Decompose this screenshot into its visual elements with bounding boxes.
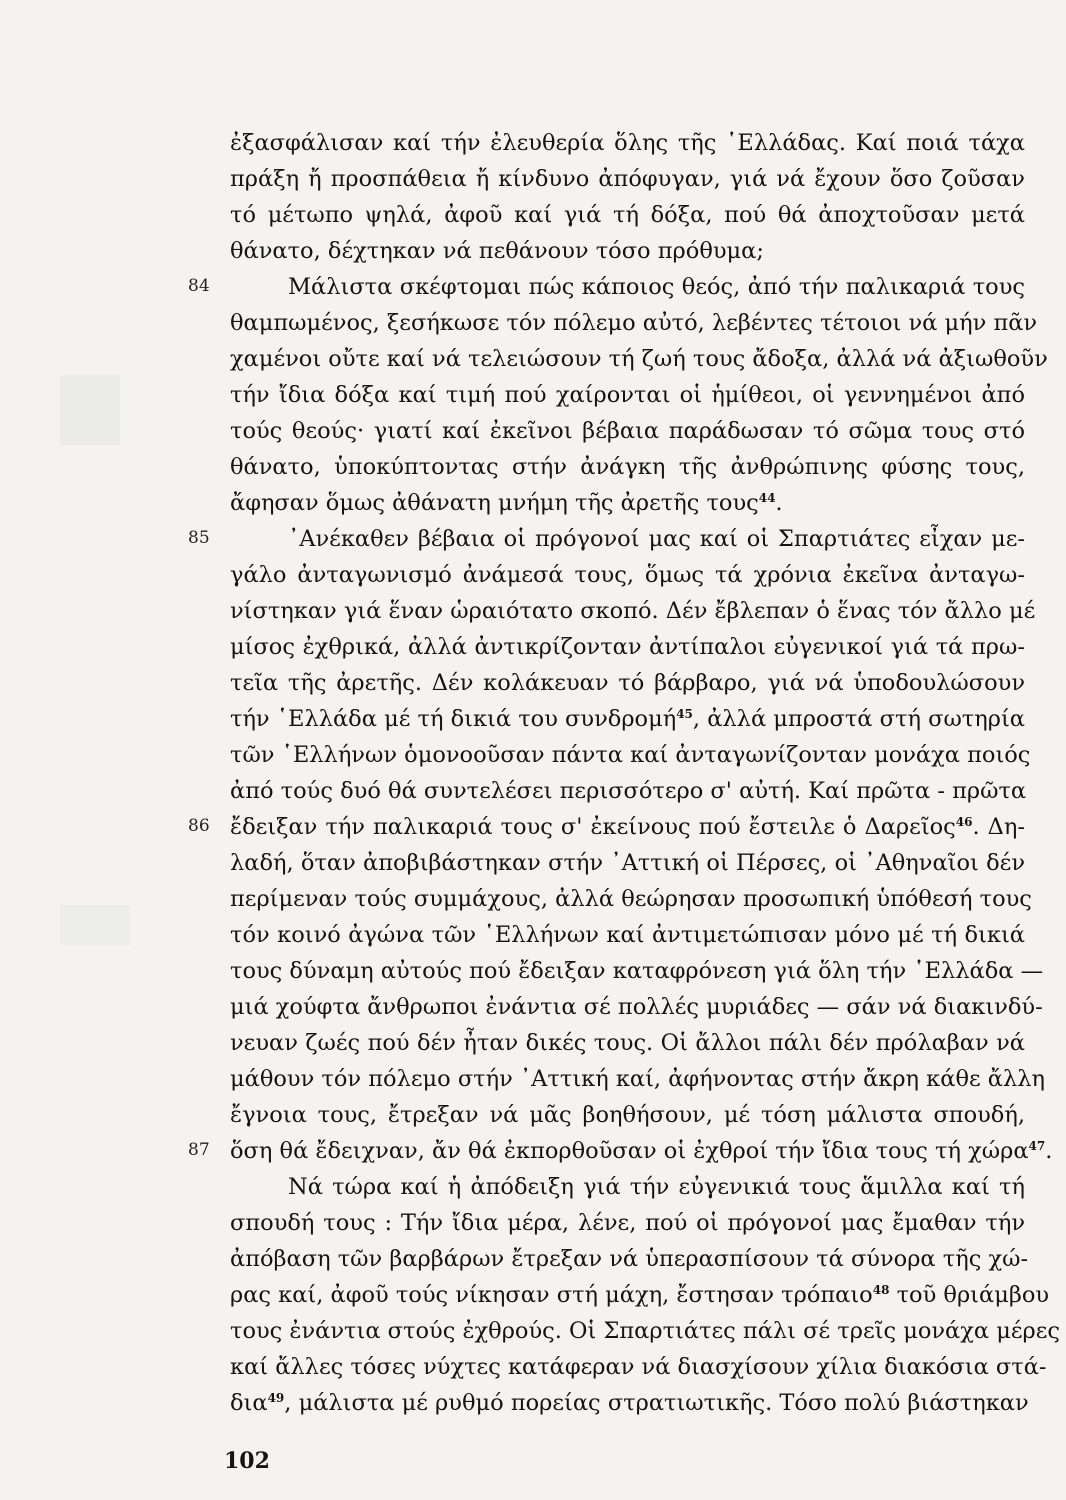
text-line: νευαν ζωές πού δέν ἦταν δικές τους. Οἱ ἄλλοι πάλι δέν πρόλαβαν νά [230,1030,1025,1056]
text-line: ἐξασφάλισαν καί τήν ἐλευθερία ὅλης τῆς ῾Ελλάδας. Καί ποιά τάχα [230,130,1025,156]
text-line: τό μέτωπο ψηλά, ἀφοῦ καί γιά τή δόξα, πού θά ἀποχτοῦσαν μετά [230,202,1025,228]
footnote-ref: 44 [758,491,776,505]
text-line: ἀπόβαση τῶν βαρβάρων ἔτρεξαν νά ὑπερασπίσουν τά σύνορα τῆς χώ- [230,1246,1029,1272]
text-line: νίστηκαν γιά ἕναν ὡραιότατο σκοπό. Δέν ἔβλεπαν ὁ ἕνας τόν ἄλλο μέ [230,598,1036,624]
margin-section-number: 84 [188,276,210,296]
footnote-ref: 45 [676,707,693,721]
text-line: θάνατο, ὑποκύπτοντας στήν ἀνάγκη τῆς ἀνθρώπινης φύσης τους, [230,454,1025,480]
text-line: ἔγνοια τους, ἔτρεξαν νά μᾶς βοηθήσουν, μέ τόση μάλιστα σπουδή, [230,1102,1025,1128]
text-line: θάνατο, δέχτηκαν νά πεθάνουν τόσο πρόθυμα; [230,238,764,264]
text-line: χαμένοι οὔτε καί νά τελειώσουν τή ζωή τους ἄδοξα, ἀλλά νά ἀξιωθοῦν [230,346,1048,372]
margin-section-number: 86 [188,816,210,836]
text-line: τους δύναμη αὐτούς πού ἔδειξαν καταφρόνεση γιά ὅλη τήν ῾Ελλάδα — [230,958,1044,984]
text-line: γάλο ἀνταγωνισμό ἀνάμεσά τους, ὅμως τά χρόνια ἐκεῖνα ἀνταγω- [230,562,1025,588]
text-line: ἄφησαν ὅμως ἀθάνατη μνήμη τῆς ἀρετῆς τους$^{44}$. [230,490,783,516]
text-line: μίσος ἐχθρικά, ἀλλά ἀντικρίζονταν ἀντίπαλοι εὐγενικοί γιά τά πρω- [230,634,1025,660]
text-line: Μάλιστα σκέφτομαι πώς κάποιος θεός, ἀπό τήν παλικαριά τους [288,274,1025,300]
text-line: καί ἄλλες τόσες νύχτες κατάφεραν νά διασχίσουν χίλια διακόσια στά- [230,1354,1047,1380]
text-line: ὅση θά ἔδειχναν, ἄν θά ἐκπορθοῦσαν οἱ ἐχθροί τήν ἴδια τους τή χώρα$^{47}$. [230,1138,1053,1164]
text-line: Νά τώρα καί ἡ ἀπόδειξη γιά τήν εὐγενικιά τους ἅμιλλα καί τή [288,1174,1025,1200]
text-line: δια$^{49}$, μάλιστα μέ ρυθμό πορείας στρατιωτικῆς. Τόσο πολύ βιάστηκαν [230,1390,1029,1416]
text-line: τόν κοινό ἀγώνα τῶν ῾Ελλήνων καί ἀντιμετώπισαν μόνο μέ τή δικιά [230,922,1025,948]
text-line: τούς θεούς· γιατί καί ἐκεῖνοι βέβαια παράδωσαν τό σῶμα τους στό [230,418,1025,444]
text-line: ᾿Ανέκαθεν βέβαια οἱ πρόγονοί μας καί οἱ Σπαρτιάτες εἶχαν με- [288,526,1025,552]
text-line: τήν ῾Ελλάδα μέ τή δικιά του συνδρομή$^{45}$, ἀλλά μπροστά στή σωτηρία [230,706,1025,732]
text-line: μιά χούφτα ἄνθρωποι ἐνάντια σέ πολλές μυριάδες — σάν νά διακινδύ- [230,994,1043,1020]
bleed-through-mark [60,375,230,445]
margin-section-number: 85 [188,528,210,548]
text-line: τεῖα τῆς ἀρετῆς. Δέν κολάκευαν τό βάρβαρο, γιά νά ὑποδουλώσουν [230,670,1025,696]
margin-section-number: 87 [188,1140,210,1160]
footnote-ref: 49 [267,1391,285,1405]
text-line: σπουδή τους : Τήν ἴδια μέρα, λένε, πού οἱ πρόγονοί μας ἔμαθαν τήν [230,1210,1025,1236]
text-line: τῶν ῾Ελλήνων ὁμονοοῦσαν πάντα καί ἀνταγωνίζονταν μονάχα ποιός [230,742,1031,768]
text-line: τους ἐνάντια στούς ἐχθρούς. Οἱ Σπαρτιάτες πάλι σέ τρεῖς μονάχα μέρες [230,1318,1060,1344]
text-line: περίμεναν τούς συμμάχους, ἀλλά θεώρησαν προσωπική ὑπόθεσή τους [230,886,1032,912]
footnote-ref: 46 [955,815,973,829]
text-line: ρας καί, ἀφοῦ τούς νίκησαν στή μάχη, ἔστησαν τρόπαιο$^{48}$ τοῦ θριάμβου [230,1282,1050,1308]
text-line: ἀπό τούς δυό θά συντελέσει περισσότερο σ' αὐτή. Καί πρῶτα - πρῶτα [230,778,1027,804]
text-line: μάθουν τόν πόλεμο στήν ᾿Αττική καί, ἀφήνοντας στήν ἄκρη κάθε ἄλλη [230,1066,1045,1092]
page-number: 102 [224,1448,270,1474]
text-line: λαδή, ὅταν ἀποβιβάστηκαν στήν ᾿Αττική οἱ Πέρσες, οἱ ᾿Αθηναῖοι δέν [230,850,1025,876]
footnote-ref: 47 [1028,1139,1046,1153]
text-line: ἔδειξαν τήν παλικαριά τους σ' ἐκείνους πού ἔστειλε ὁ Δαρεῖος$^{46}$. Δη- [230,814,1026,840]
footnote-ref: 48 [872,1283,890,1297]
text-line: τήν ἴδια δόξα καί τιμή πού χαίρονται οἱ ἡμίθεοι, οἱ γεννημένοι ἀπό [230,382,1025,408]
bleed-through-mark [60,905,240,945]
text-line: θαμπωμένος, ξεσήκωσε τόν πόλεμο αὐτό, λεβέντες τέτοιοι νά μήν πᾶν [230,310,1038,336]
text-line: πράξη ἤ προσπάθεια ἤ κίνδυνο ἀπόφυγαν, γιά νά ἔχουν ὅσο ζοῦσαν [230,166,1025,192]
